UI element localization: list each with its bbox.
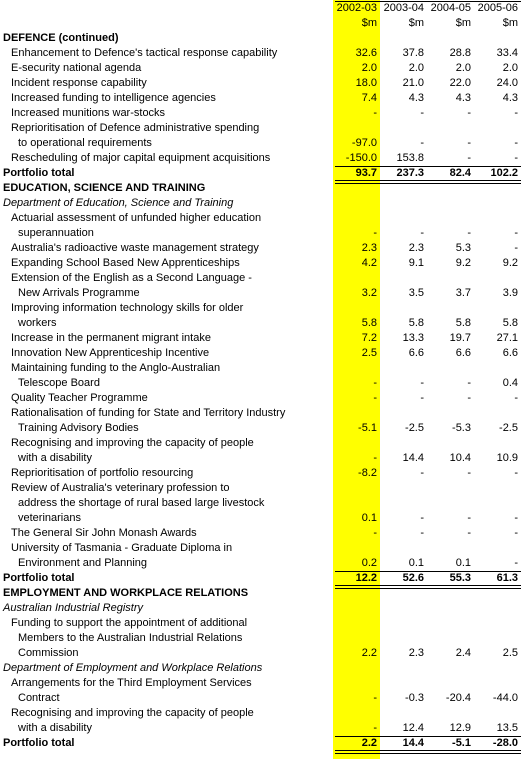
row-label: Extension of the English as a Second Language - [11,272,252,284]
table-row [0,526,521,541]
value-cell-2004-05: 55.3 [449,572,471,584]
value-cell-2005-06: 61.3 [496,572,518,584]
table-row [0,481,521,496]
value-cell-2005-06: - [514,242,518,254]
value-cell-2003-04: 2.3 [408,647,424,659]
header-unit: $m [361,17,377,29]
value-cell-2003-04: - [420,467,424,479]
value-cell-2002-03: - [373,107,377,119]
value-cell-2003-04: - [420,107,424,119]
value-cell-2004-05: 6.6 [455,347,471,359]
value-cell-2005-06: - [514,107,518,119]
header-year-2003-04: 2003-04 [383,2,424,14]
value-cell-2003-04: 5.8 [408,317,424,329]
value-cell-2004-05: 19.7 [449,332,471,344]
table-row [0,346,521,361]
value-cell-2003-04: - [420,392,424,404]
row-label: Training Advisory Bodies [18,422,139,434]
table-row [0,61,521,76]
value-cell-2002-03: 7.4 [361,92,377,104]
section-heading-row [0,31,521,46]
value-cell-2003-04: 14.4 [402,737,424,749]
value-cell-2004-05: - [467,512,471,524]
total-rule-double [335,750,521,754]
table-row [0,691,521,706]
table-row [0,316,521,331]
row-label: The General Sir John Monash Awards [11,527,197,539]
row-label: Australian Industrial Registry [3,602,144,614]
row-label: workers [18,317,57,329]
value-cell-2005-06: 13.5 [496,722,518,734]
value-cell-2005-06: -28.0 [492,737,518,749]
value-cell-2003-04: 0.1 [408,557,424,569]
table-row [0,451,521,466]
value-cell-2003-04: - [420,227,424,239]
table-row [0,511,521,526]
header-unit: $m [455,17,471,29]
value-cell-2003-04: 2.3 [408,242,424,254]
value-cell-2002-03: 18.0 [355,77,377,89]
value-cell-2004-05: 10.4 [449,452,471,464]
table-row [0,286,521,301]
table-row [0,466,521,481]
value-cell-2005-06: 10.9 [496,452,518,464]
value-cell-2004-05: - [467,137,471,149]
row-label: Department of Education, Science and Training [3,197,234,209]
value-cell-2004-05: 5.3 [455,242,471,254]
value-cell-2005-06: 4.3 [502,92,518,104]
row-label: Members to the Australian Industrial Relations [18,632,243,644]
value-cell-2003-04: 237.3 [396,167,424,179]
table-row [0,301,521,316]
value-cell-2002-03: - [373,722,377,734]
value-cell-2003-04: 13.3 [402,332,424,344]
value-cell-2002-03: 4.2 [361,257,377,269]
value-cell-2004-05: 0.1 [455,557,471,569]
value-cell-2004-05: - [467,392,471,404]
row-label: Expanding School Based New Apprenticeships [11,257,240,269]
row-label: Australia's radioactive waste management strategy [11,242,259,254]
total-rule-top [335,571,521,572]
value-cell-2004-05: - [467,152,471,164]
table-row [0,391,521,406]
value-cell-2002-03: -150.0 [345,152,377,164]
row-label: with a disability [18,722,92,734]
value-cell-2005-06: 6.6 [502,347,518,359]
value-cell-2002-03: 2.5 [361,347,377,359]
section-heading-row [0,586,521,601]
value-cell-2004-05: 9.2 [455,257,471,269]
value-cell-2004-05: - [467,377,471,389]
row-label: DEFENCE (continued) [3,32,119,44]
header-unit: $m [408,17,424,29]
portfolio-total-row [0,166,521,181]
table-row [0,421,521,436]
value-cell-2003-04: 6.6 [408,347,424,359]
row-label: to operational requirements [18,137,152,149]
value-cell-2002-03: 2.2 [361,737,377,749]
table-row [0,631,521,646]
row-label: Enhancement to Defence's tactical response capability [11,47,278,59]
table-row [0,151,521,166]
row-label: Quality Teacher Programme [11,392,148,404]
value-cell-2005-06: - [514,152,518,164]
value-cell-2004-05: - [467,227,471,239]
value-cell-2002-03: 2.3 [361,242,377,254]
table-row [0,556,521,571]
row-label: Funding to support the appointment of additional [11,617,248,629]
value-cell-2002-03: 2.2 [361,647,377,659]
department-heading-row [0,196,521,211]
table-row [0,106,521,121]
table-row [0,91,521,106]
value-cell-2003-04: -0.3 [405,692,424,704]
row-label: Increased funding to intelligence agencies [11,92,216,104]
table-row [0,676,521,691]
table-row [0,406,521,421]
value-cell-2002-03: - [373,377,377,389]
row-label: with a disability [18,452,92,464]
header-year-2002-03: 2002-03 [336,2,377,14]
table-row [0,46,521,61]
value-cell-2005-06: 5.8 [502,317,518,329]
value-cell-2002-03: 93.7 [355,167,377,179]
value-cell-2002-03: 5.8 [361,317,377,329]
header-year-2004-05: 2004-05 [430,2,471,14]
value-cell-2004-05: 2.0 [455,62,471,74]
row-label: Portfolio total [3,167,75,179]
value-cell-2003-04: 9.1 [408,257,424,269]
table-row [0,721,521,736]
row-label: superannuation [18,227,94,239]
department-heading-row [0,661,521,676]
row-label: EMPLOYMENT AND WORKPLACE RELATIONS [3,587,249,599]
row-label: Department of Employment and Workplace Relations [3,662,263,674]
value-cell-2002-03: - [373,227,377,239]
value-cell-2002-03: - [373,392,377,404]
row-label: Rationalisation of funding for State and Territory Industry [11,407,286,419]
value-cell-2005-06: - [514,392,518,404]
value-cell-2004-05: - [467,527,471,539]
value-cell-2004-05: 22.0 [449,77,471,89]
row-label: New Arrivals Programme [18,287,140,299]
value-cell-2003-04: 37.8 [402,47,424,59]
row-label: Arrangements for the Third Employment Services [11,677,252,689]
value-cell-2004-05: 3.7 [455,287,471,299]
row-label: Recognising and improving the capacity of people [11,707,254,719]
value-cell-2004-05: 28.8 [449,47,471,59]
value-cell-2005-06: 2.5 [502,647,518,659]
row-label: Portfolio total [3,572,75,584]
total-rule-top [335,736,521,737]
header-unit: $m [502,17,518,29]
table-row [0,271,521,286]
row-label: Reprioritisation of portfolio resourcing [11,467,194,479]
value-cell-2002-03: 0.1 [361,512,377,524]
value-cell-2002-03: -97.0 [351,137,377,149]
value-cell-2005-06: 0.4 [502,377,518,389]
value-cell-2004-05: 12.9 [449,722,471,734]
value-cell-2004-05: 82.4 [449,167,471,179]
value-cell-2002-03: - [373,452,377,464]
value-cell-2003-04: -2.5 [405,422,424,434]
row-label: Actuarial assessment of unfunded higher education [11,212,262,224]
value-cell-2005-06: 33.4 [496,47,518,59]
value-cell-2003-04: - [420,512,424,524]
table-row [0,121,521,136]
row-label: Commission [18,647,79,659]
value-cell-2002-03: -5.1 [358,422,377,434]
value-cell-2005-06: -44.0 [492,692,518,704]
table-row [0,646,521,661]
table-row [0,241,521,256]
row-label: EDUCATION, SCIENCE AND TRAINING [3,182,206,194]
value-cell-2002-03: 3.2 [361,287,377,299]
value-cell-2005-06: 102.2 [490,167,518,179]
header-rule [335,1,521,2]
value-cell-2002-03: 7.2 [361,332,377,344]
value-cell-2005-06: 2.0 [502,62,518,74]
value-cell-2003-04: - [420,377,424,389]
value-cell-2002-03: 0.2 [361,557,377,569]
row-label: Telescope Board [18,377,100,389]
value-cell-2005-06: -2.5 [499,422,518,434]
value-cell-2005-06: - [514,227,518,239]
value-cell-2003-04: 52.6 [402,572,424,584]
value-cell-2004-05: 4.3 [455,92,471,104]
value-cell-2005-06: - [514,557,518,569]
total-rule-top [335,166,521,167]
value-cell-2003-04: 21.0 [402,77,424,89]
row-label: Reprioritisation of Defence administrative spending [11,122,260,134]
row-label: Improving information technology skills for older [11,302,244,314]
table-header-units [0,16,521,31]
portfolio-total-row [0,736,521,751]
section-heading-row [0,181,521,196]
value-cell-2004-05: -20.4 [445,692,471,704]
header-year-2005-06: 2005-06 [477,2,518,14]
value-cell-2005-06: 9.2 [502,257,518,269]
table-row [0,76,521,91]
value-cell-2005-06: - [514,467,518,479]
value-cell-2002-03: 12.2 [355,572,377,584]
table-row [0,361,521,376]
row-label: Contract [18,692,60,704]
table-row [0,256,521,271]
value-cell-2004-05: 2.4 [455,647,471,659]
value-cell-2004-05: -5.1 [452,737,471,749]
value-cell-2003-04: 2.0 [408,62,424,74]
table-row [0,436,521,451]
value-cell-2002-03: -8.2 [358,467,377,479]
value-cell-2003-04: 4.3 [408,92,424,104]
table-header-years [0,1,521,16]
value-cell-2005-06: 24.0 [496,77,518,89]
table-row [0,496,521,511]
row-label: Increase in the permanent migrant intake [11,332,211,344]
portfolio-total-row [0,571,521,586]
department-heading-row [0,601,521,616]
value-cell-2002-03: 2.0 [361,62,377,74]
table-row [0,211,521,226]
table-row [0,541,521,556]
value-cell-2003-04: - [420,527,424,539]
value-cell-2004-05: - [467,107,471,119]
row-label: Innovation New Apprenticeship Incentive [11,347,210,359]
row-label: Recognising and improving the capacity of people [11,437,254,449]
table-row [0,706,521,721]
value-cell-2002-03: 32.6 [355,47,377,59]
value-cell-2003-04: 153.8 [396,152,424,164]
table-row [0,136,521,151]
row-label: Review of Australia's veterinary profession to [11,482,230,494]
table-row [0,616,521,631]
row-label: veterinarians [18,512,81,524]
value-cell-2005-06: 3.9 [502,287,518,299]
value-cell-2005-06: - [514,527,518,539]
row-label: Environment and Planning [18,557,148,569]
value-cell-2005-06: 27.1 [496,332,518,344]
row-label: Rescheduling of major capital equipment acquisitions [11,152,271,164]
table-row [0,376,521,391]
value-cell-2004-05: 5.8 [455,317,471,329]
value-cell-2002-03: - [373,527,377,539]
value-cell-2004-05: -5.3 [452,422,471,434]
row-label: Maintaining funding to the Anglo-Australian [11,362,221,374]
row-label: E-security national agenda [11,62,142,74]
value-cell-2005-06: - [514,137,518,149]
value-cell-2003-04: - [420,137,424,149]
value-cell-2003-04: 14.4 [402,452,424,464]
value-cell-2003-04: 12.4 [402,722,424,734]
row-label: Incident response capability [11,77,147,89]
row-label: Portfolio total [3,737,75,749]
row-label: address the shortage of rural based large livestock [18,497,265,509]
value-cell-2005-06: - [514,512,518,524]
value-cell-2003-04: 3.5 [408,287,424,299]
table-row [0,331,521,346]
row-label: University of Tasmania - Graduate Diploma in [11,542,233,554]
value-cell-2004-05: - [467,467,471,479]
value-cell-2002-03: - [373,692,377,704]
row-label: Increased munitions war-stocks [11,107,166,119]
table-row [0,226,521,241]
